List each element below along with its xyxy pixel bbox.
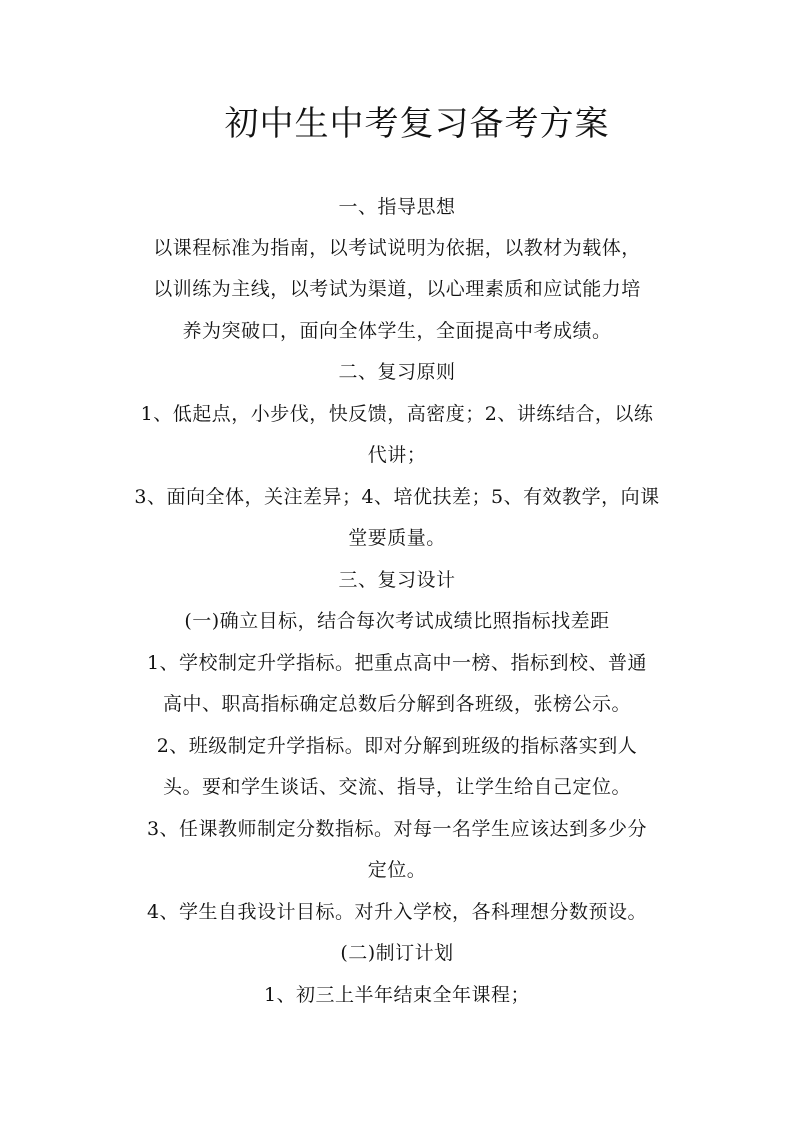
paragraph-line: 养为突破口，面向全体学生，全面提高中考成绩。 [182, 320, 612, 342]
section-heading-guiding-ideology: 一、指导思想 [338, 196, 456, 218]
paragraph-line: 堂要质量。 [348, 527, 446, 549]
paragraph-line: 头。要和学生谈话、交流、指导，让学生给自己定位。 [162, 776, 631, 798]
document-title: 初中生中考复习备考方案 [224, 104, 610, 144]
subsection-heading-set-goals: (一)确立目标，结合每次考试成绩比照指标找差距 [184, 610, 610, 632]
paragraph-line: 1、低起点，小步伐，快反馈，高密度；2、讲练结合，以练 [140, 403, 654, 425]
section-heading-review-design: 三、复习设计 [338, 569, 456, 591]
paragraph-line: 定位。 [367, 859, 427, 881]
paragraph-line: 代讲； [367, 444, 427, 466]
paragraph-line: 高中、职高指标确定总数后分解到各班级，张榜公示。 [162, 693, 631, 715]
paragraph-line: 4、学生自我设计目标。对升入学校，各科理想分数预设。 [146, 901, 648, 923]
paragraph-line: 2、班级制定升学指标。即对分解到班级的指标落实到人 [156, 735, 638, 757]
paragraph-line: 3、面向全体，关注差异；4、培优扶差；5、有效教学，向课 [134, 486, 660, 508]
paragraph-line: 3、任课教师制定分数指标。对每一名学生应该达到多少分 [146, 818, 648, 840]
subsection-heading-make-plan: (二)制订计划 [340, 942, 454, 964]
paragraph-line: 1、初三上半年结束全年课程； [263, 984, 531, 1006]
paragraph-line: 以训练为主线，以考试为渠道，以心理素质和应试能力培 [153, 278, 641, 300]
section-heading-review-principles: 二、复习原则 [338, 361, 456, 383]
paragraph-line: 1、学校制定升学指标。把重点高中一榜、指标到校、普通 [146, 652, 648, 674]
paragraph-line: 以课程标准为指南，以考试说明为依据，以教材为载体， [153, 237, 641, 259]
